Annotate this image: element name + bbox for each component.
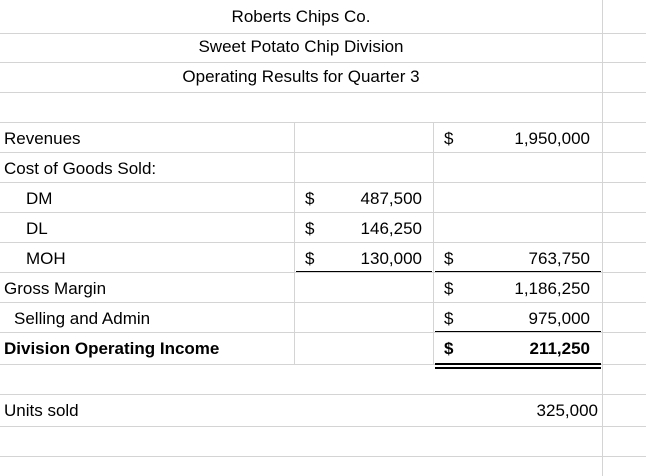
grid-row-line xyxy=(0,92,646,93)
grid-row-line xyxy=(0,212,646,213)
grid-col-line xyxy=(433,122,434,364)
gross-margin-dollar-sign: $ xyxy=(444,279,454,298)
selling-admin-label: Selling and Admin xyxy=(14,309,151,328)
dm-label: DM xyxy=(26,189,53,208)
cogs-heading: Cost of Goods Sold: xyxy=(4,159,157,178)
dl-label: DL xyxy=(26,219,48,238)
grid-row-line xyxy=(0,122,646,123)
revenues-dollar-sign: $ xyxy=(444,129,454,148)
gross-margin-amount: 1,186,250 xyxy=(514,279,590,298)
grid-row-line xyxy=(0,456,646,457)
grid-row-line xyxy=(0,394,646,395)
revenues-label: Revenues xyxy=(4,129,81,148)
revenues-amount: 1,950,000 xyxy=(514,129,590,148)
grid-row-line xyxy=(0,426,646,427)
selling-admin-amount: 975,000 xyxy=(528,309,590,328)
dm-amount: 487,500 xyxy=(360,189,422,208)
grid-col-line xyxy=(602,0,603,476)
moh-underline xyxy=(296,271,432,272)
operating-income-amount: 211,250 xyxy=(529,339,590,358)
company-name: Roberts Chips Co. xyxy=(231,7,371,26)
cogs-total-underline xyxy=(435,271,601,272)
operating-income-dollar-sign: $ xyxy=(444,339,454,358)
report-title: Operating Results for Quarter 3 xyxy=(182,67,420,86)
units-sold-label: Units sold xyxy=(4,401,79,420)
operating-income-double-underline-bottom xyxy=(435,367,601,369)
cogs-total-dollar-sign: $ xyxy=(444,249,454,268)
dl-amount: 146,250 xyxy=(360,219,422,238)
operating-income-double-underline-top xyxy=(435,363,601,365)
units-sold-amount: 325,000 xyxy=(536,401,598,420)
moh-amount: 130,000 xyxy=(360,249,422,268)
operating-income-label: Division Operating Income xyxy=(4,339,220,358)
division-name: Sweet Potato Chip Division xyxy=(198,37,404,56)
selling-admin-underline xyxy=(435,331,601,332)
dm-dollar-sign: $ xyxy=(305,189,315,208)
gross-margin-label: Gross Margin xyxy=(4,279,107,298)
grid-row-line xyxy=(0,242,646,243)
moh-dollar-sign: $ xyxy=(305,249,315,268)
selling-admin-dollar-sign: $ xyxy=(444,309,454,328)
dl-dollar-sign: $ xyxy=(305,219,315,238)
moh-label: MOH xyxy=(26,249,66,268)
cogs-total-amount: 763,750 xyxy=(528,249,590,268)
grid-col-line xyxy=(294,122,295,364)
